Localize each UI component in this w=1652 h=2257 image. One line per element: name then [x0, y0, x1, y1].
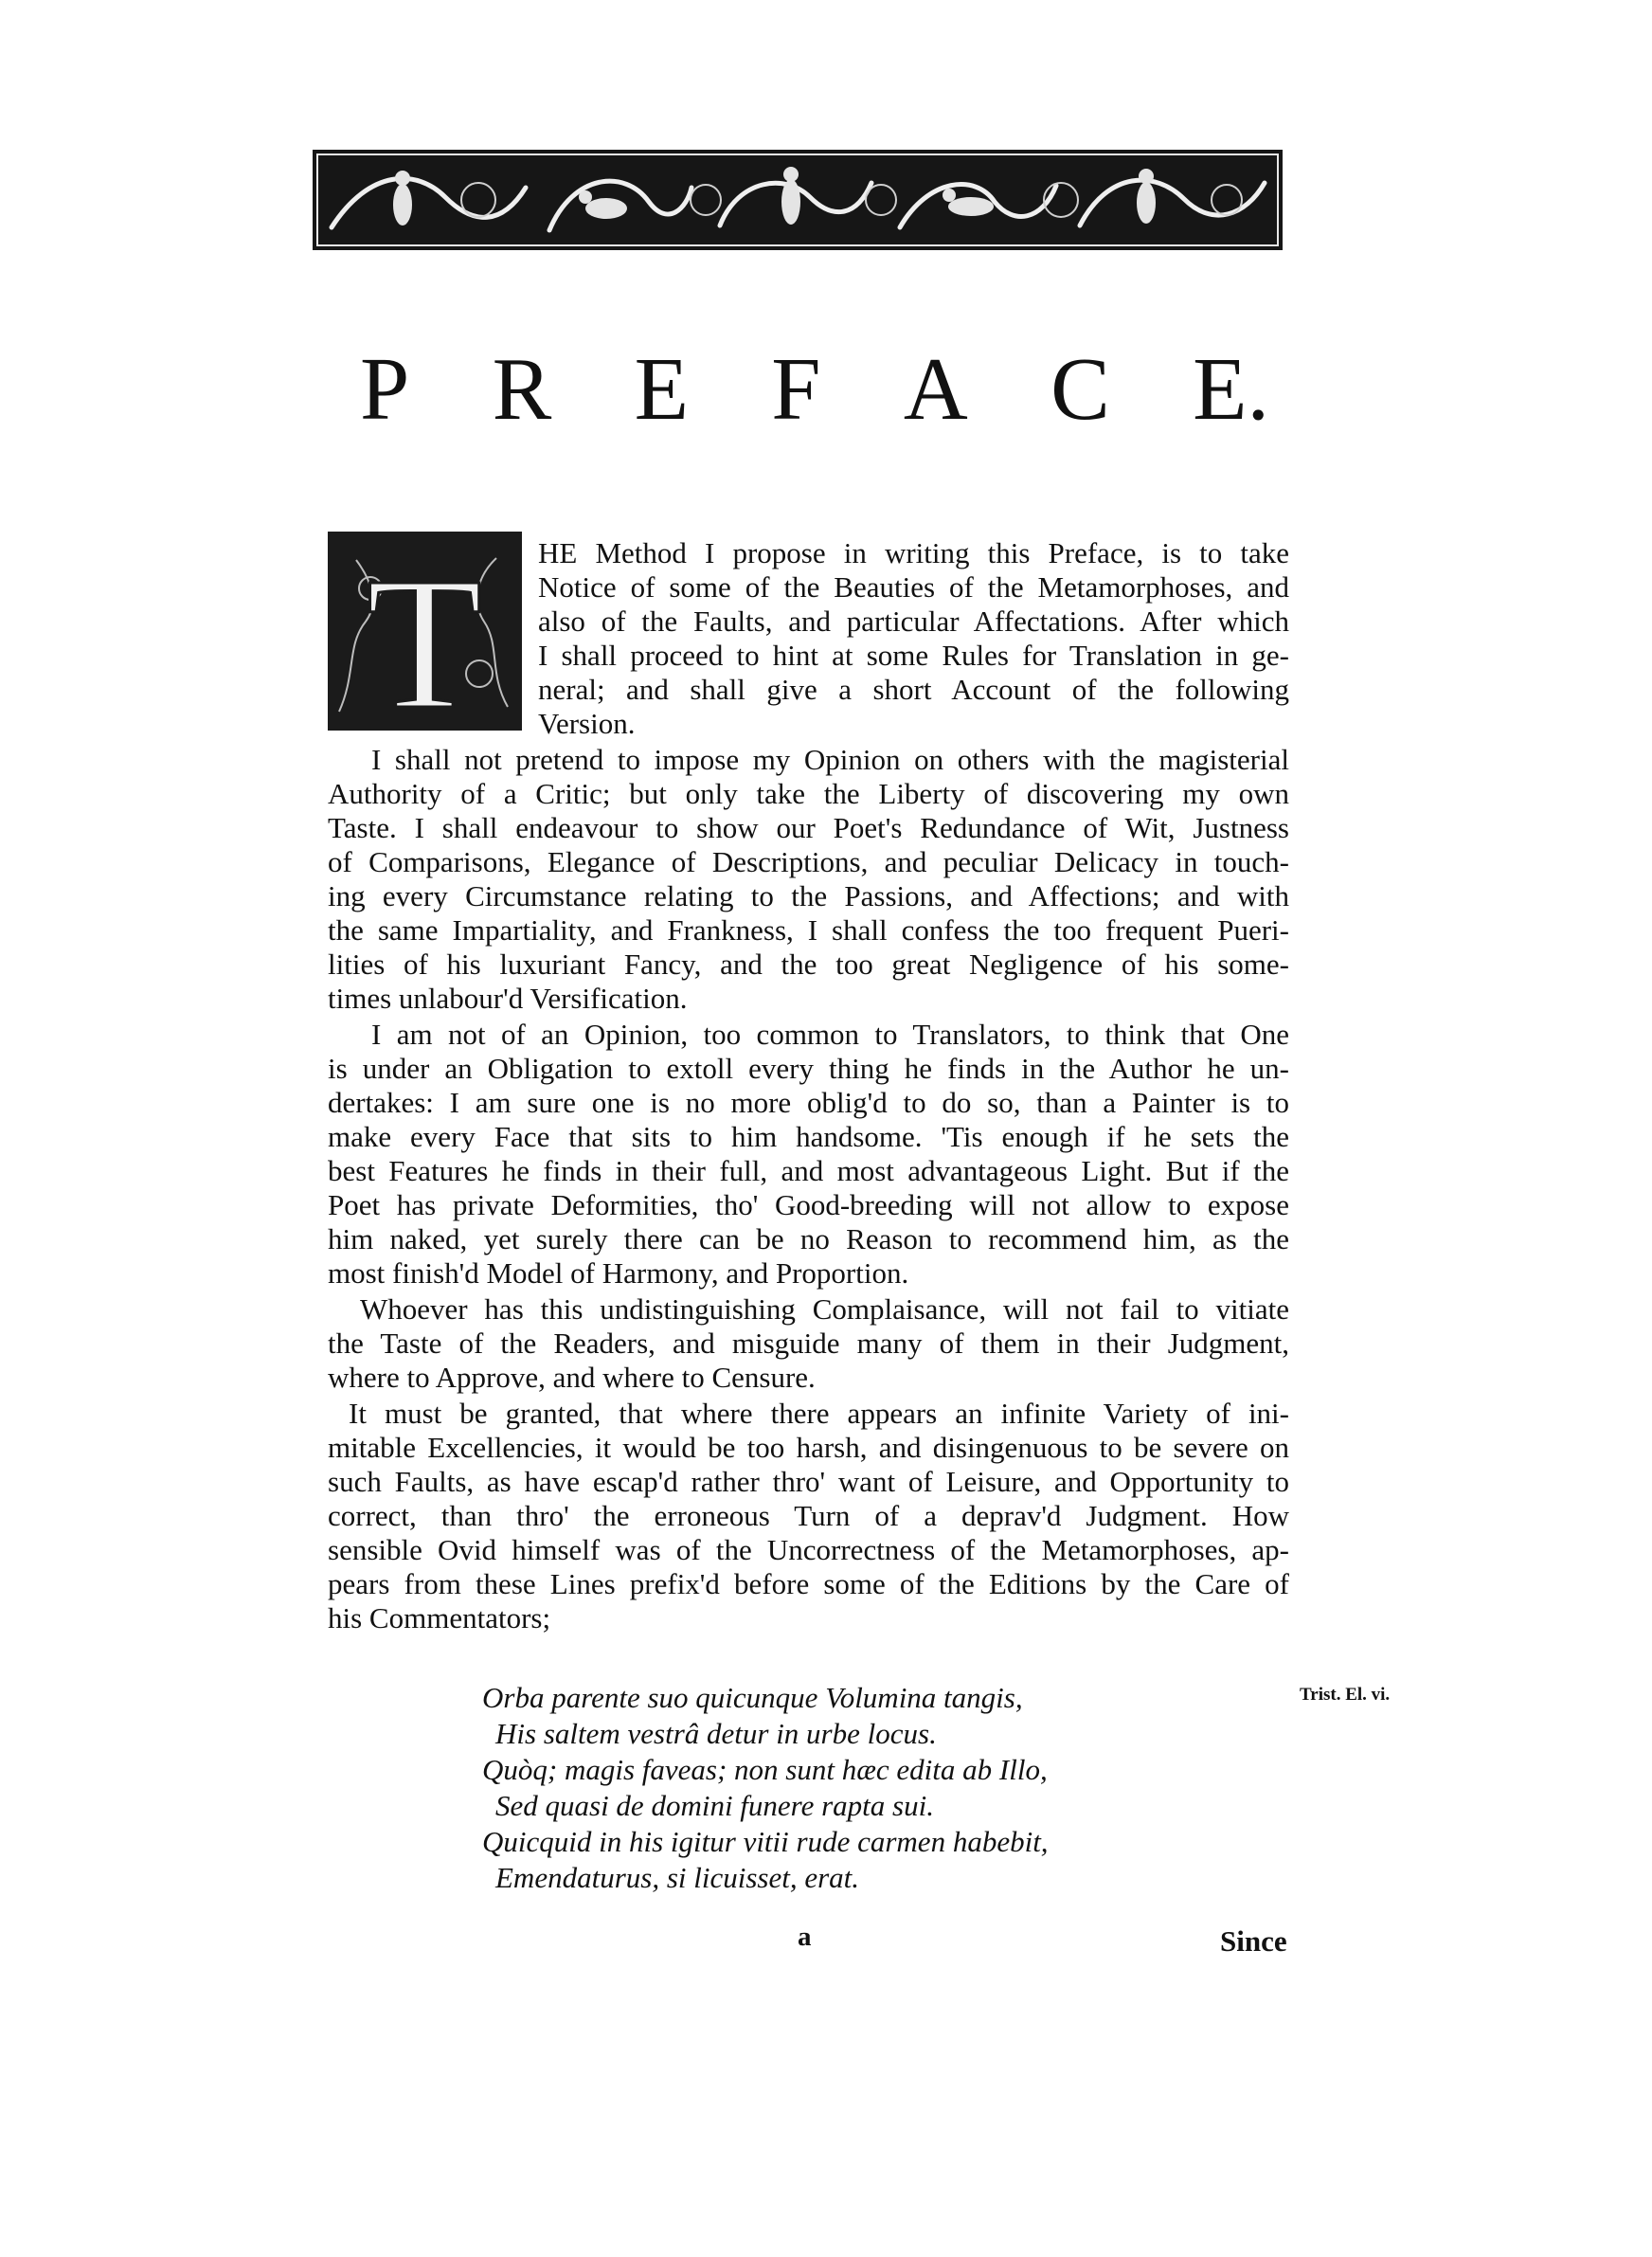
text-line: correct, than thro' the erroneous Turn of a deprav'd Judgment. How [328, 1499, 1289, 1532]
drop-cap-initial [328, 532, 522, 731]
text-line: best Features he finds in their full, and most advantageous Light. But if the [328, 1154, 1289, 1187]
text-line: sensible Ovid himself was of the Uncorrectness of the Metamorphoses, ap- [328, 1533, 1289, 1566]
text-line: times unlabour'd Versification. [328, 982, 688, 1015]
title-letter: E [634, 340, 689, 439]
drop-cap-letter: T [366, 539, 483, 731]
title-letter: F [771, 340, 821, 439]
text-line: his Commentators; [328, 1601, 551, 1634]
title-letter: E. [1193, 340, 1269, 439]
text-line: Poet has private Deformities, tho' Good-breeding will not allow to expose [328, 1188, 1289, 1221]
text-line: lities of his luxuriant Fancy, and the too great Negligence of his some- [328, 948, 1289, 981]
text-line: where to Approve, and where to Censure. [328, 1361, 816, 1394]
verse-line: Emendaturus, si licuisset, erat. [495, 1861, 860, 1894]
text-line: neral; and shall give a short Account of the following [538, 673, 1289, 706]
text-line: such Faults, as have escap'd rather thro' want of Leisure, and Opportunity to [328, 1465, 1289, 1498]
verse-line: Quicquid in his igitur vitii rude carmen habebit, [482, 1825, 1049, 1858]
text-line: the same Impartiality, and Frankness, I shall confess the too frequent Pueri- [328, 913, 1289, 947]
text-line: HE Method I propose in writing this Preface, is to take [538, 536, 1289, 569]
verse-line: Orba parente suo quicunque Volumina tangis, [482, 1681, 1023, 1714]
title-letter: P [360, 340, 410, 439]
text-line: dertakes: I am sure one is no more oblig'd to do so, than a Painter is to [328, 1086, 1289, 1119]
text-line: pears from these Lines prefix'd before some of the Editions by the Care of [328, 1567, 1289, 1600]
text-line: Version. [538, 707, 636, 740]
decorative-band-icon [313, 150, 1283, 250]
ornamental-initial-icon [328, 532, 522, 731]
verse-line: Quòq; magis faveas; non sunt hæc edita ab Illo, [482, 1753, 1048, 1786]
verse-line: Sed quasi de domini funere rapta sui. [495, 1789, 934, 1822]
text-line: Whoever has this undistinguishing Complaisance, will not fail to vitiate [360, 1292, 1289, 1326]
title-letter: R [492, 340, 552, 439]
text-line: of Comparisons, Elegance of Descriptions, and peculiar Delicacy in touch- [328, 845, 1289, 878]
title-letter: C [1050, 340, 1110, 439]
text-line: I shall proceed to hint at some Rules for Translation in ge- [538, 639, 1289, 672]
catchword: Since [1220, 1924, 1287, 1958]
text-line: him naked, yet surely there can be no Reason to recommend him, as the [328, 1222, 1289, 1255]
text-line: ing every Circumstance relating to the Passions, and Affections; and with [328, 879, 1289, 912]
title-letter: A [903, 340, 968, 439]
text-line: I shall not pretend to impose my Opinion on others with the magisterial [371, 743, 1289, 776]
headpiece-ornament [313, 150, 1283, 250]
text-line: Authority of a Critic; but only take the Liberty of discovering my own [328, 777, 1289, 810]
text-line: It must be granted, that where there appears an infinite Variety of ini- [349, 1397, 1289, 1430]
text-line: Notice of some of the Beauties of the Metamorphoses, and [538, 570, 1289, 604]
signature-mark: a [798, 1922, 812, 1952]
text-line: the Taste of the Readers, and misguide many of them in their Judgment, [328, 1327, 1289, 1360]
text-line: Taste. I shall endeavour to show our Poet's Redundance of Wit, Justness [328, 811, 1289, 844]
margin-note: Trist. El. vi. [1300, 1685, 1391, 1705]
text-line: is under an Obligation to extoll every thing he finds in the Author he un- [328, 1052, 1289, 1085]
verse-line: His saltem vestrâ detur in urbe locus. [495, 1717, 937, 1750]
text-line: also of the Faults, and particular Affectations. After which [538, 605, 1289, 638]
text-line: most finish'd Model of Harmony, and Proportion. [328, 1256, 909, 1290]
text-line: mitable Excellencies, it would be too harsh, and disingenuous to be severe on [328, 1431, 1289, 1464]
page-title [360, 340, 1269, 439]
text-line: make every Face that sits to him handsome. 'Tis enough if he sets the [328, 1120, 1289, 1153]
text-line: I am not of an Opinion, too common to Translators, to think that One [371, 1018, 1289, 1051]
